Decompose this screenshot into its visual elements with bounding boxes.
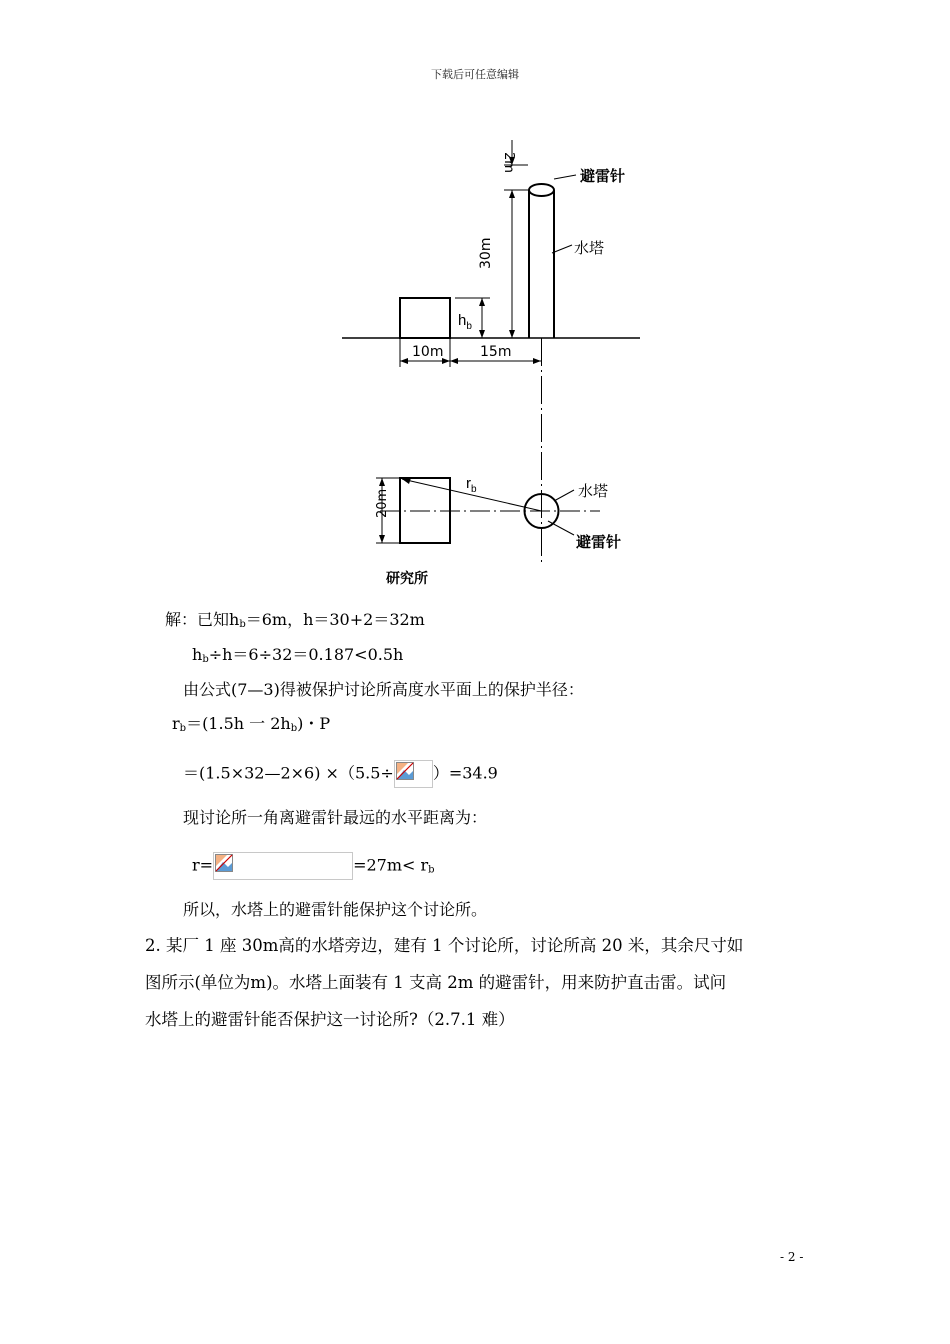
broken-image-icon	[394, 760, 433, 788]
solution-line-1: 解：已知$h_b=6m$，h＝30+2＝32m	[165, 610, 425, 630]
broken-image-icon	[213, 852, 353, 880]
page-header: 下载后可任意编辑	[431, 68, 519, 81]
question-line-3: 水塔上的避雷针能否保护这一讨论所?（2.7.1 难）	[145, 1010, 515, 1029]
question-paragraph	[145, 927, 810, 1038]
solution-line-8: 所以，水塔上的避雷针能保护这个讨论所。	[183, 900, 488, 919]
rb-label: $r_b$	[466, 475, 477, 495]
building-elevation	[400, 298, 450, 338]
solution-line-7: r= $=27m< r_b$	[192, 852, 435, 881]
dim-20m: 20m	[375, 488, 390, 518]
tower-top	[529, 184, 554, 196]
water-tower-label: 水塔	[574, 239, 605, 257]
page-number: - 2 -	[780, 1250, 804, 1264]
solution-line-4: $r_b=(1.5h$ 一 $2h_b$)・P	[172, 714, 331, 734]
lightning-rod-label: 避雷针	[580, 167, 626, 185]
plan-water-tower-label: 水塔	[578, 482, 609, 500]
dim-10m: 10m	[412, 344, 444, 360]
solution-line-3: 由公式(7—3)得被保护讨论所高度水平面上的保护半径：	[183, 680, 584, 699]
solution-line-5: ＝(1.5×32—2×6) ×（5.5÷ ）=34.9	[183, 760, 498, 788]
dim-2m: 2m	[501, 152, 516, 173]
hb-label: $h_b$	[458, 312, 472, 332]
question-line-1: 2. 某厂 1 座 30m高的水塔旁边，建有 1 个讨论所，讨论所高 20 米，其余尺寸如	[145, 936, 744, 955]
lightning-protection-figure	[340, 135, 640, 595]
dim-30m: 30m	[478, 237, 494, 269]
dim-15m: 15m	[480, 344, 512, 360]
institute-label: 研究所	[386, 571, 428, 587]
solution-line-6: 现讨论所一角离避雷针最远的水平距离为：	[183, 808, 488, 827]
solution-line-2: $h_b\div h=6\div 32=0.187<0.5h$	[192, 645, 404, 665]
question-line-2: 图所示(单位为m)。水塔上面装有 1 支高 2m 的避雷针，用来防护直击雷。试问	[145, 973, 727, 992]
plan-lightning-rod-label: 避雷针	[576, 533, 622, 551]
